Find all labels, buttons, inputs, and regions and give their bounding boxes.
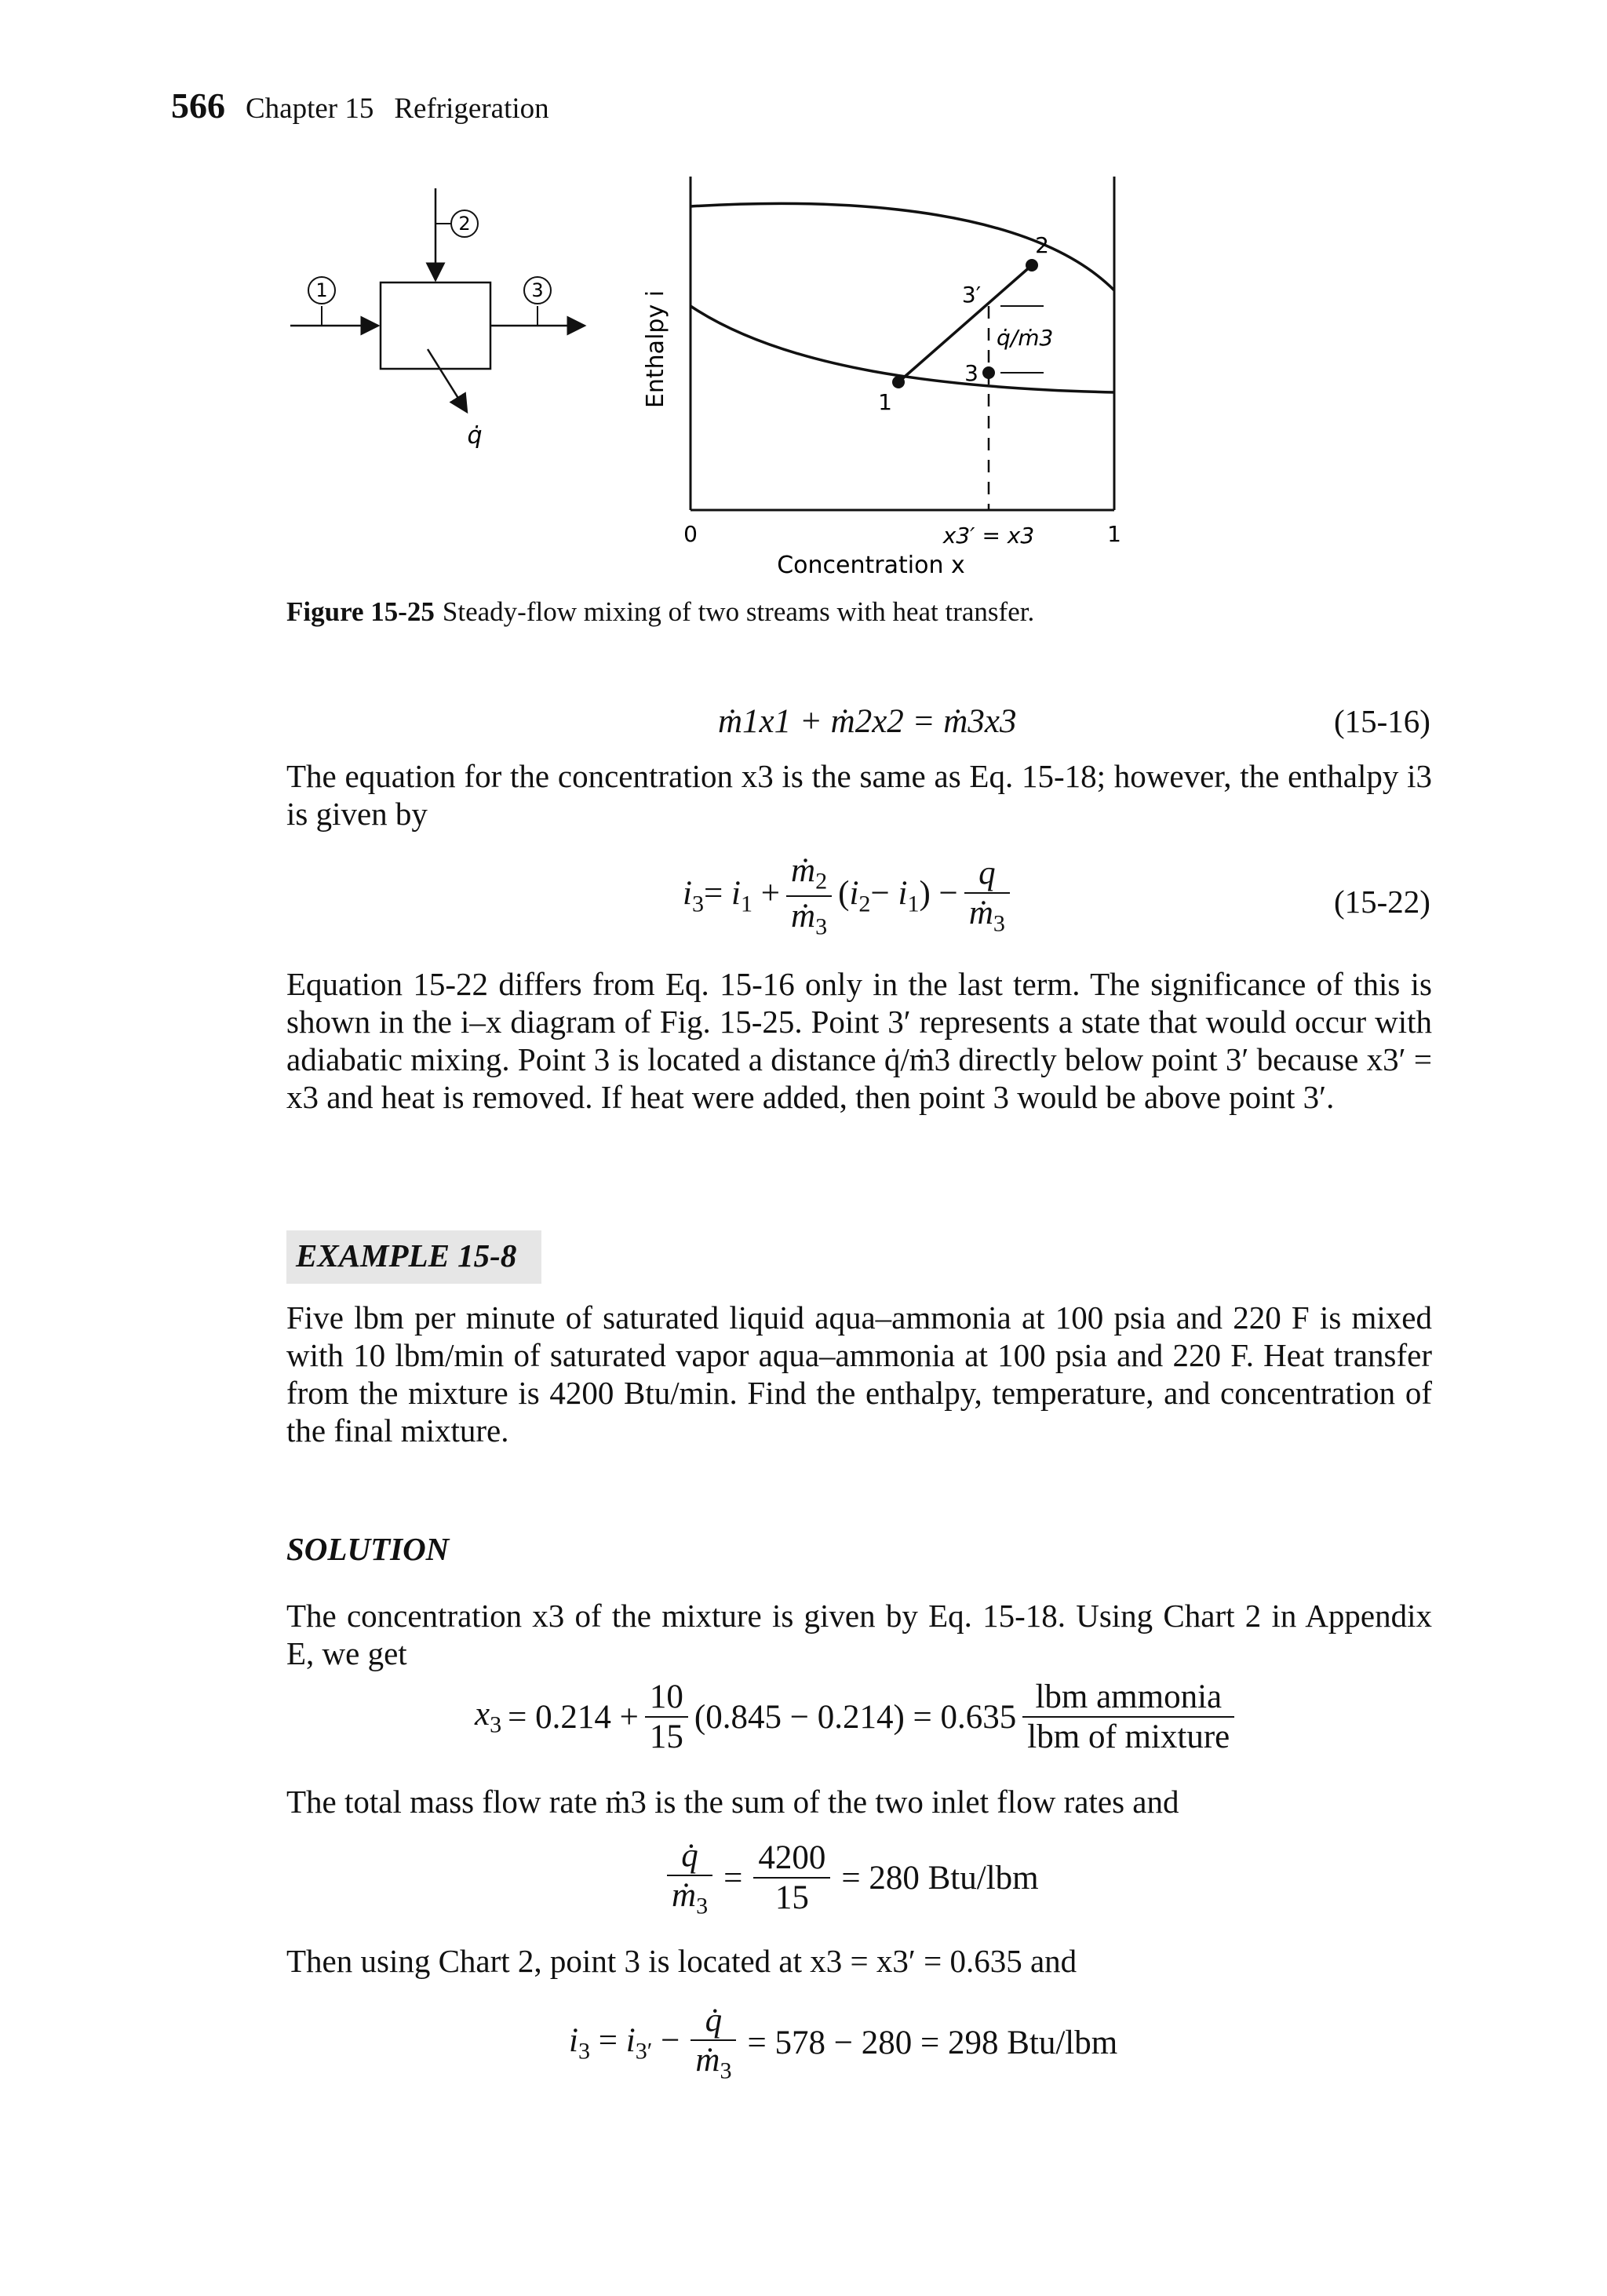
paragraph-1: The equation for the concentration x3 is the same as Eq. 15-18; however, the enthalpy i3 is given by <box>286 758 1432 832</box>
x-tick-1: 1 <box>1107 521 1121 547</box>
section-label: Refrigeration <box>394 93 549 125</box>
solution-heading: SOLUTION <box>286 1531 450 1567</box>
x-axis-label: Concentration x <box>777 552 965 579</box>
solution-text-3: Then using Chart 2, point 3 is located at x3 = x3′ = 0.635 and <box>286 1943 1077 1979</box>
equation-x3-num: 10 <box>645 1678 688 1718</box>
figure-caption-text: Steady-flow mixing of two streams with heat transfer. <box>442 596 1035 627</box>
mixing-schematic <box>275 177 604 459</box>
point-1-marker <box>892 376 905 388</box>
x-tick-mid: x3′ = x3 <box>942 523 1035 548</box>
point-1-label: 1 <box>878 389 892 415</box>
equation-15-16: ṁ1x1 + ṁ2x2 = ṁ3x3 <box>718 703 1017 740</box>
q-over-m3-label: q̇/ṁ3 <box>997 325 1054 351</box>
solution-text-1: The concentration x3 of the mixture is given by Eq. 15-18. Using Chart 2 in Appendix E, we get <box>286 1598 1432 1671</box>
x-tick-0: 0 <box>683 521 698 547</box>
example-heading <box>286 1230 541 1284</box>
equation-q-num: 4200 <box>753 1839 830 1879</box>
equation-x3-den: 15 <box>649 1718 683 1755</box>
running-header <box>171 85 549 126</box>
equation-x3-unit-den: lbm of mixture <box>1027 1718 1230 1755</box>
point-3-marker <box>982 366 995 379</box>
node-label-3: 3 <box>531 279 544 301</box>
figure-caption <box>286 596 1034 628</box>
node-label-2: 2 <box>458 213 471 235</box>
mixing-chamber <box>381 282 490 369</box>
equation-15-16-number: (15-16) <box>1334 703 1430 739</box>
equation-i3-rhs: = 578 − 280 = 298 Btu/lbm <box>747 2024 1118 2061</box>
equation-x3: $x_3$ = 0.214 + $\frac{10}{15}$ (0.845 − 0.214) = 0.635 $\frac{\text{lbm ammonia}}{\text{lbm of mixture}}$ <box>475 1678 1234 1756</box>
equation-q-rhs: = 280 Btu/lbm <box>841 1859 1039 1897</box>
equation-15-22: $i_3= i_1$ + $\frac{ṁ_2}{ṁ_3}$ $(i_2- i_1)$ − $\frac{q}{ṁ_3}$ <box>683 851 1010 940</box>
equation-x3-unit-num: lbm ammonia <box>1022 1678 1234 1718</box>
paragraph-2: Equation 15-22 differs from Eq. 15-16 only in the last term. The significance of this is shown in the i–x diagram of Fig. 15-25. Point 3′ represents a state that would occur with adiabatic mixing. Point 3 is located a distance q̇/ṁ3 directly below point 3′ because x3′ = x3 and heat is removed. If heat were added, then point 3 would be above point 3′. <box>286 966 1432 1115</box>
y-axis-label: Enthalpy i <box>642 290 669 409</box>
equation-x3-part-a: = 0.214 + <box>508 1698 639 1736</box>
solution-text-2: The total mass flow rate ṁ3 is the sum of the two inlet flow rates and <box>286 1784 1179 1820</box>
vapor-curve <box>691 203 1114 290</box>
point-2-marker <box>1026 259 1038 272</box>
equation-x3-part-b: (0.845 − 0.214) = 0.635 <box>694 1698 1017 1736</box>
example-title: EXAMPLE 15-8 <box>296 1237 517 1274</box>
page-number: 566 <box>171 86 225 126</box>
point-3-label: 3 <box>964 360 978 386</box>
equation-q-over-m3: $\frac{q̇}{ṁ_3}$ = $\frac{4200}{15}$ = 280 Btu/lbm <box>667 1836 1039 1920</box>
node-label-1: 1 <box>315 279 328 301</box>
equation-i3: $i_3 = i_{3'}$ − $\frac{q̇}{ṁ_3}$ = 578 − 280 = 298 Btu/lbm <box>569 2002 1118 2084</box>
example-text: Five lbm per minute of saturated liquid aqua–ammonia at 100 psia and 220 F is mixed with 10 lbm/min of saturated vapor aqua–ammonia at 100 psia and 220 F. Heat transfer from the mixture is 4200 Btu/min. Find the enthalpy, temperature, and concentration of the final mixture. <box>286 1299 1432 1449</box>
point-2-label: 2 <box>1035 232 1049 258</box>
figure-caption-label: Figure 15-25 <box>286 596 435 627</box>
heat-out-arrow <box>428 349 467 412</box>
enthalpy-concentration-diagram <box>628 165 1146 589</box>
equation-15-22-number: (15-22) <box>1334 884 1430 920</box>
chapter-label: Chapter 15 <box>246 93 374 125</box>
point-3-prime-label: 3′ <box>961 282 982 308</box>
heat-label: q̇ <box>467 422 483 450</box>
equation-q-den: 15 <box>774 1879 809 1917</box>
